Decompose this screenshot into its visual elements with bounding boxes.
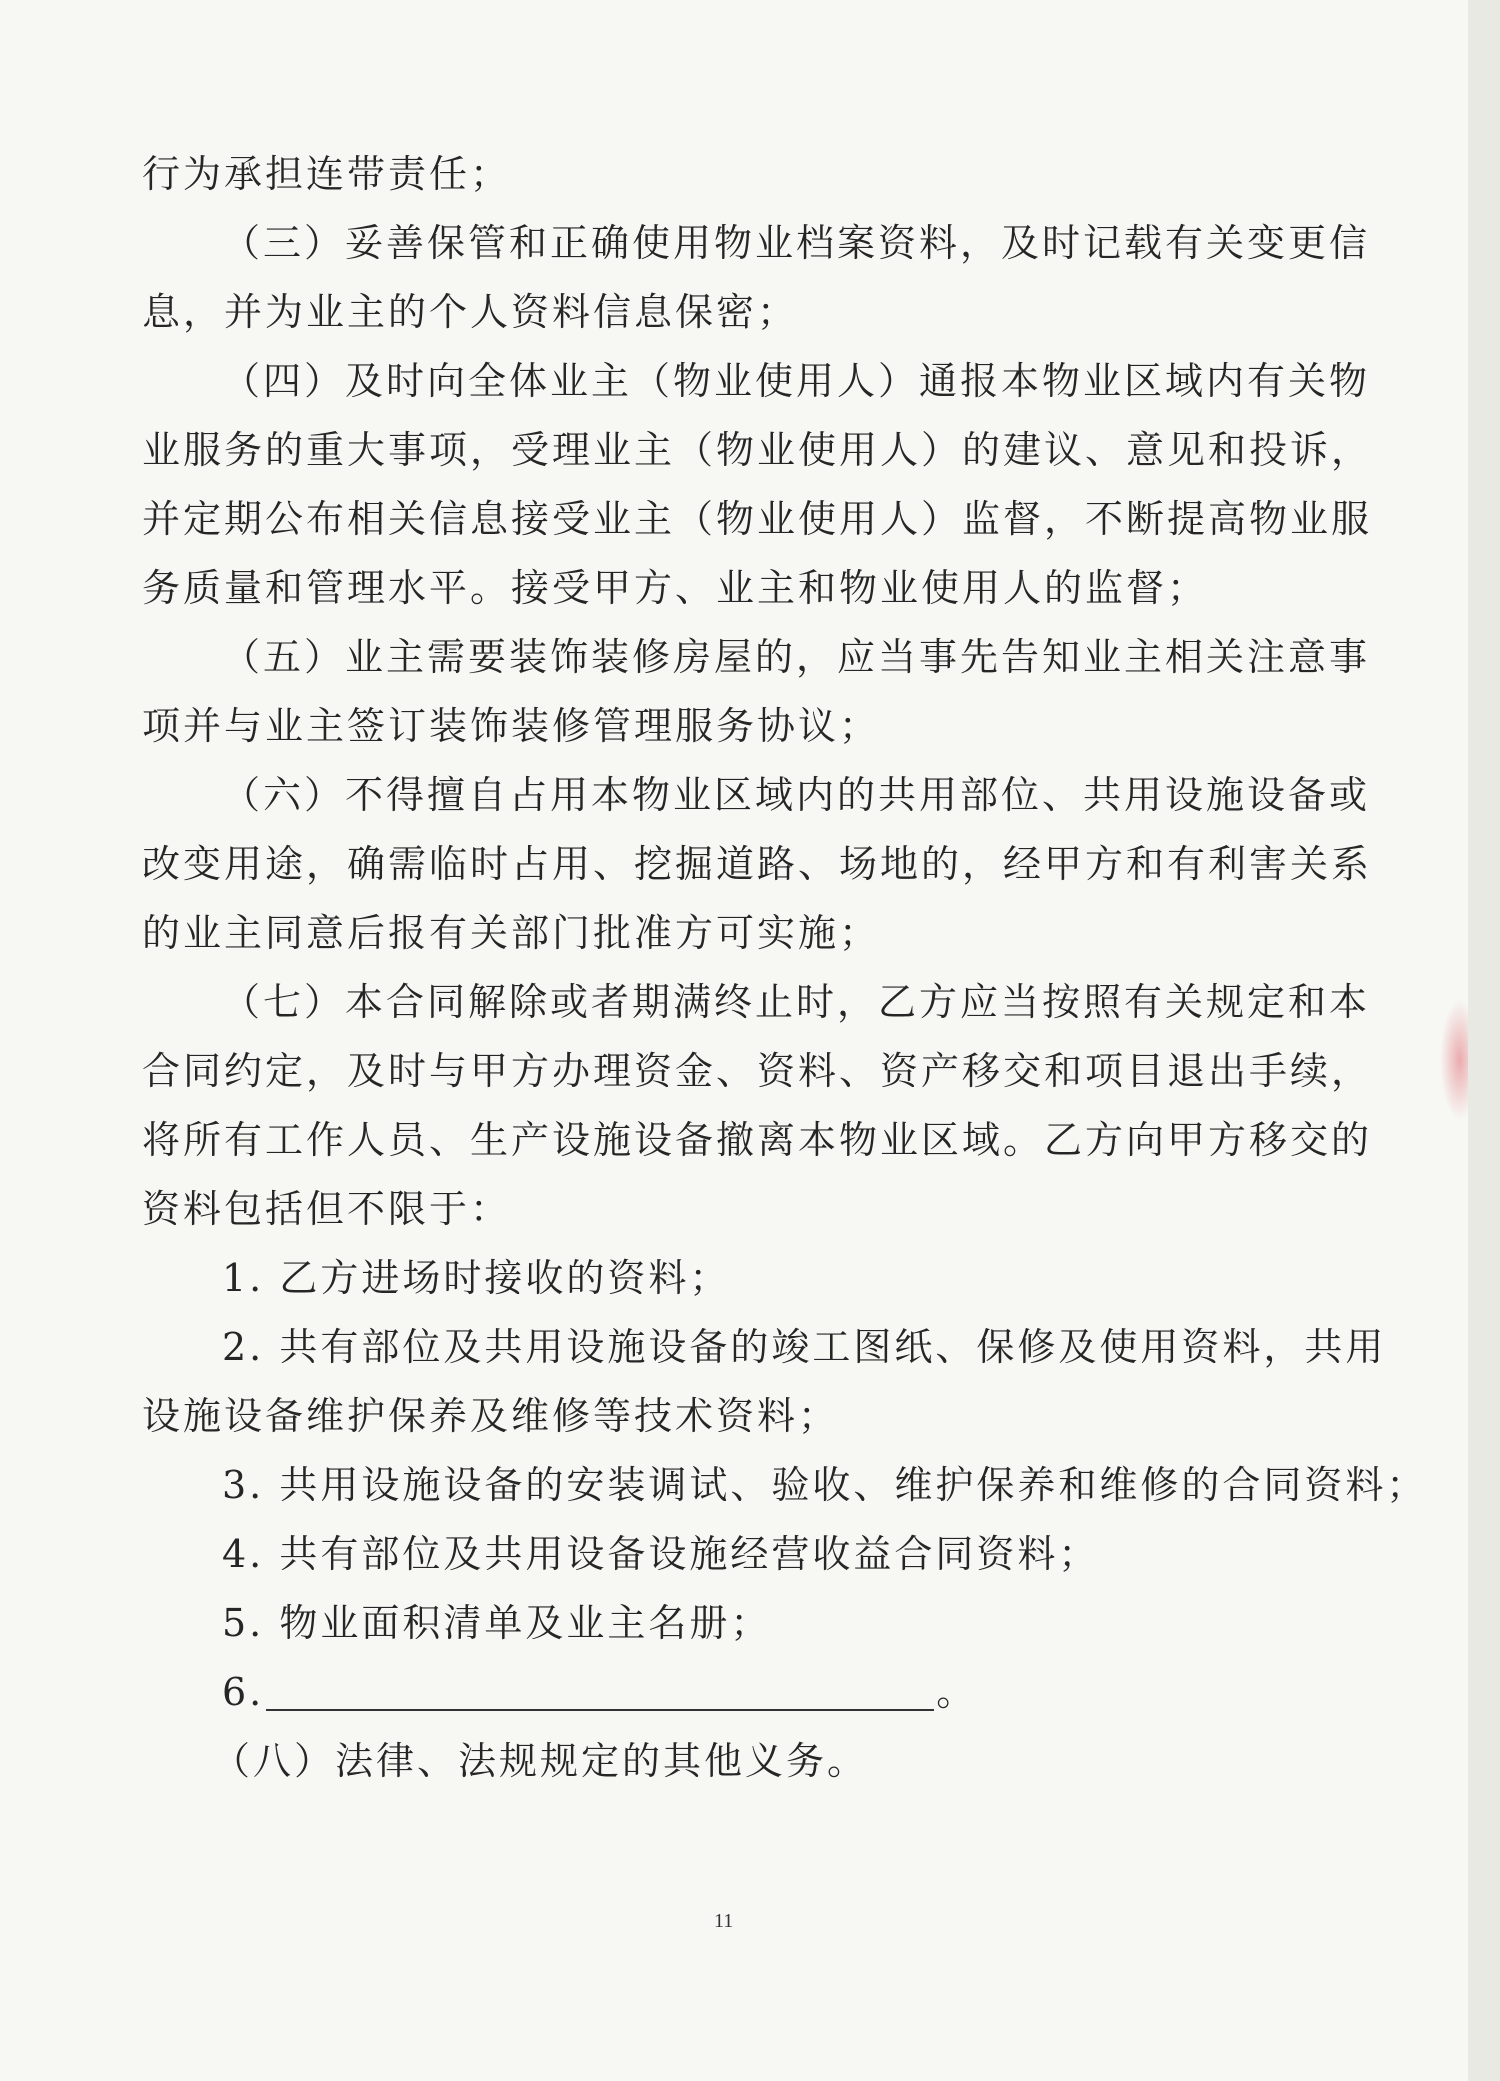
list-item: 4. 共有部位及共用设备设施经营收益合同资料； xyxy=(222,1532,1100,1576)
paragraph-line: 改变用途，确需临时占用、挖掘道路、场地的，经甲方和有利害关系 xyxy=(142,842,1373,886)
paragraph-line: （六）不得擅自占用本物业区域内的共用部位、共用设施设备或 xyxy=(222,773,1371,817)
paragraph-line: 项并与业主签订装饰装修管理服务协议； xyxy=(142,704,881,748)
list-item: 3. 共用设施设备的安装调试、验收、维护保养和维修的合同资料； xyxy=(222,1463,1428,1507)
paragraph-line: 并定期公布相关信息接受业主（物业使用人）监督，不断提高物业服 xyxy=(142,497,1373,541)
paragraph-line: 务质量和管理水平。接受甲方、业主和物业使用人的监督； xyxy=(142,566,1209,610)
fill-in-blank xyxy=(266,1669,934,1711)
list-item: 2. 共有部位及共用设施设备的竣工图纸、保修及使用资料，共用 xyxy=(222,1325,1387,1369)
paragraph-line: （七）本合同解除或者期满终止时，乙方应当按照有关规定和本 xyxy=(222,980,1371,1024)
paragraph-line: （四）及时向全体业主（物业使用人）通报本物业区域内有关物 xyxy=(222,359,1371,403)
page-number: 11 xyxy=(714,1910,734,1932)
paragraph-line: 的业主同意后报有关部门批准方可实施； xyxy=(142,911,881,955)
item6-suffix: 。 xyxy=(936,1670,978,1714)
list-item: 1. 乙方进场时接收的资料； xyxy=(222,1256,731,1300)
scanner-edge xyxy=(1468,0,1500,2081)
paragraph-line: 资料包括但不限于： xyxy=(142,1187,512,1231)
paragraph-line: 设施设备维护保养及维修等技术资料； xyxy=(142,1394,840,1438)
red-stamp-edge xyxy=(1440,1000,1468,1120)
paragraph-line: 息，并为业主的个人资料信息保密； xyxy=(142,290,799,334)
list-item: 5. 物业面积清单及业主名册； xyxy=(222,1601,772,1645)
paragraph-line: 行为承担连带责任； xyxy=(142,152,512,196)
paragraph-line: 将所有工作人员、生产设施设备撤离本物业区域。乙方向甲方移交的 xyxy=(142,1118,1373,1162)
document-body xyxy=(142,140,1428,1796)
paragraph-line: （三）妥善保管和正确使用物业档案资料，及时记载有关变更信 xyxy=(222,221,1371,265)
item6-prefix: 6. xyxy=(222,1670,265,1714)
paragraph-line: （五）业主需要装饰装修房屋的，应当事先告知业主相关注意事 xyxy=(222,635,1371,679)
paragraph-line: 合同约定，及时与甲方办理资金、资料、资产移交和项目退出手续， xyxy=(142,1049,1373,1093)
paragraph-line: 业服务的重大事项，受理业主（物业使用人）的建议、意见和投诉， xyxy=(142,428,1373,472)
paragraph-line: （八）法律、法规规定的其他义务。 xyxy=(212,1739,869,1783)
list-item-blank xyxy=(142,1658,1312,1727)
